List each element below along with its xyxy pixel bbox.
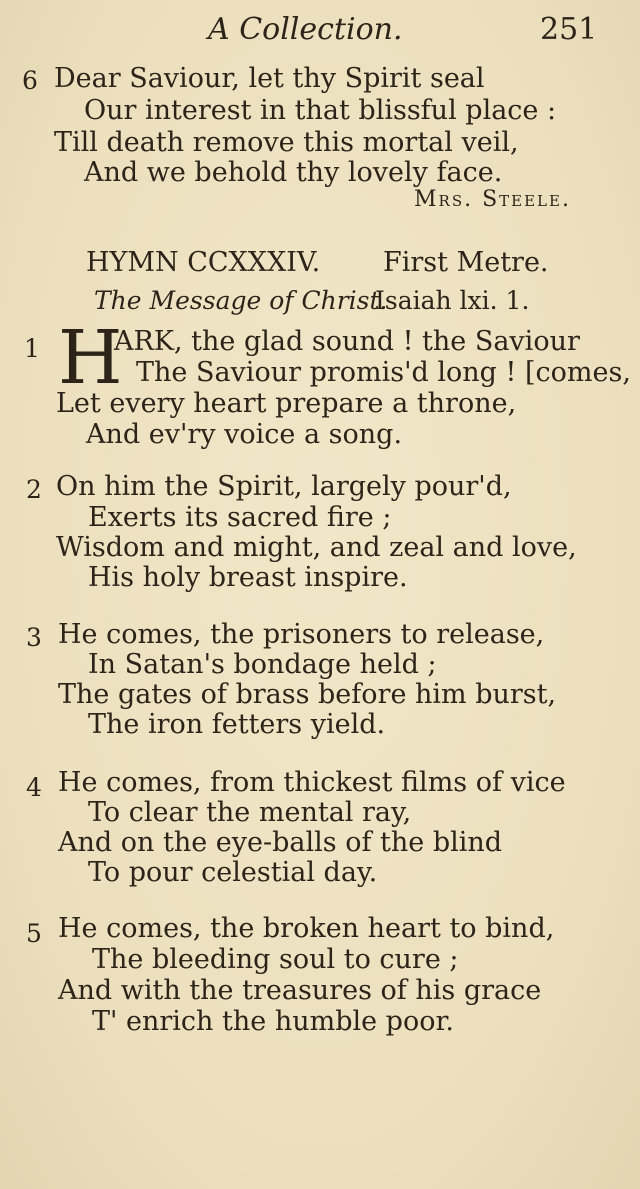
verse-line: And with the treasures of his grace (58, 975, 542, 1006)
verse-line: Dear Saviour, let thy Spirit seal (54, 63, 485, 94)
verse-line: Our interest in that blissful place : (84, 95, 557, 126)
stanza-number: 4 (26, 773, 42, 802)
verse-line: On him the Spirit, largely pour'd, (56, 471, 512, 502)
verse-line: The Saviour promis'd long ! [comes, (136, 357, 631, 388)
verse-line: T' enrich the humble poor. (92, 1006, 454, 1037)
stanza-number: 5 (26, 919, 42, 948)
stanza-number: 6 (22, 66, 38, 95)
verse-line: His holy breast inspire. (88, 562, 408, 593)
verse-line: In Satan's bondage held ; (88, 649, 437, 680)
page-number: 251 (540, 12, 598, 47)
verse-line: He comes, from thickest films of vice (58, 767, 566, 798)
author-attribution: Mrs. Steele. (414, 187, 571, 212)
verse-line: He comes, the prisoners to release, (58, 619, 545, 650)
hymn-subject: The Message of Christ. (94, 286, 388, 315)
verse-line: And on the eye-balls of the blind (58, 827, 503, 858)
verse-line: And ev'ry voice a song. (86, 419, 403, 450)
verse-line: To pour celestial day. (88, 857, 378, 888)
verse-line: The bleeding soul to cure ; (92, 944, 459, 975)
scripture-reference: Isaiah lxi. 1. (375, 286, 530, 315)
running-head: A Collection. (208, 12, 403, 47)
verse-line: He comes, the broken heart to bind, (58, 913, 555, 944)
verse-line: Wisdom and might, and zeal and love, (56, 532, 577, 563)
stanza-number: 1 (24, 334, 40, 363)
verse-line: Exerts its sacred fire ; (88, 502, 392, 533)
drop-cap: H (58, 315, 123, 401)
verse-line: And we behold thy lovely face. (84, 157, 503, 188)
verse-line: ARK, the glad sound ! the Saviour (114, 326, 580, 357)
verse-line: Till death remove this mortal veil, (54, 127, 519, 158)
verse-line: The iron fetters yield. (88, 709, 386, 740)
verse-line: The gates of brass before him burst, (58, 679, 557, 710)
hymn-title: HYMN CCXXXIV. (86, 247, 321, 278)
hymn-metre: First Metre. (383, 247, 549, 278)
stanza-number: 3 (26, 623, 42, 652)
verse-line: Let every heart prepare a throne, (56, 388, 517, 419)
stanza-number: 2 (26, 475, 42, 504)
verse-line: To clear the mental ray, (88, 797, 412, 828)
